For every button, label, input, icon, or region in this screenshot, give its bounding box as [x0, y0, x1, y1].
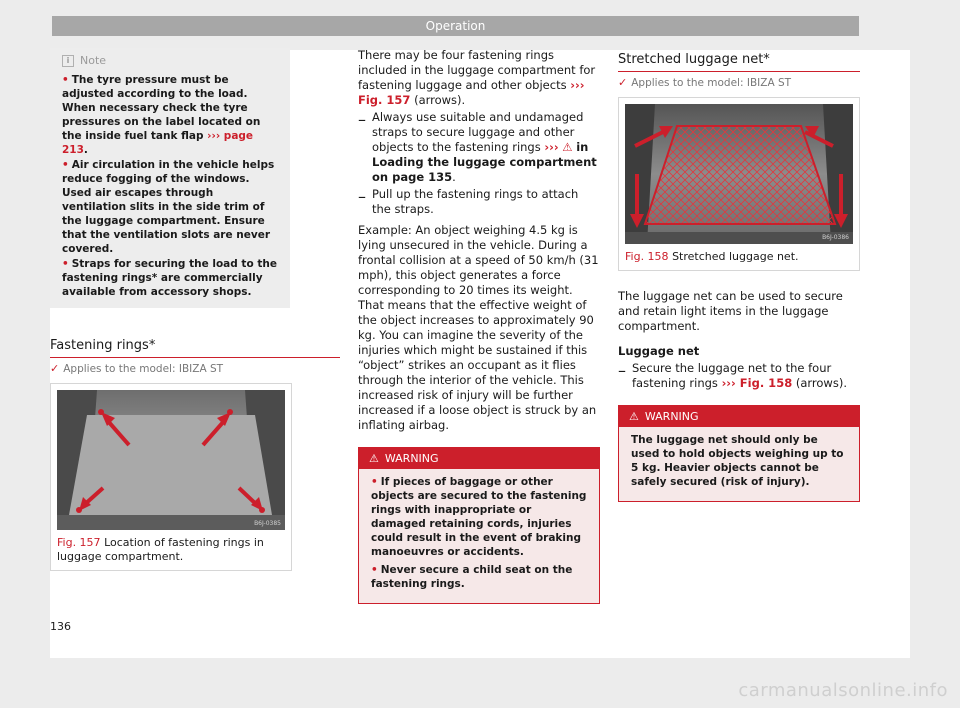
note-heading-label: Note	[80, 54, 107, 67]
net-subheading: Luggage net	[618, 344, 700, 358]
note-box	[50, 48, 290, 308]
figure-link[interactable]: ››› Fig. 157	[358, 78, 585, 107]
note-item-text: Air circulation in the vehicle helps reduce fogging of the windows. Used air escapes through ventilation slits in the side trim of the luggage compartment. Ensure that the ventilation slots are never covered.	[62, 159, 275, 255]
example-paragraph: Example: An object weighing 4.5 kg is lying unsecured in the vehicle. During a frontal collision at a speed of 50 km/h (31 mph), this object generates a force corresponding to 20 times its weight. That means that the effective weight of the object increases to approximately 90 kg. You can imagine the severity of the injuries which might be sustained if this “object” strikes an occupant as it flies through the interior of the vehicle. This increased risk of injury will be further increased if a loose object is struck by an inflating airbag.	[358, 223, 599, 432]
check-icon: ✓	[50, 362, 60, 375]
bullet-icon: •	[371, 476, 378, 488]
figure-158	[618, 97, 860, 271]
dash-marker: –	[358, 187, 366, 206]
watermark: carmanualsonline.info	[738, 680, 948, 701]
list-item-text: (arrows).	[795, 376, 847, 390]
applies-text: Applies to the model: IBIZA ST	[63, 362, 224, 375]
note-item-text: Straps for securing the load to the fastening rings* are commercially available from accessory shops.	[62, 258, 277, 298]
column-left	[50, 48, 340, 571]
warning-triangle-icon: ⚠	[562, 140, 573, 154]
warning-body	[619, 427, 859, 501]
warning-triangle-icon: ⚠	[369, 452, 379, 465]
figure-caption-text: Stretched luggage net.	[672, 250, 799, 263]
paragraph-text: There may be four fastening rings included in the luggage compartment for fastening luggage and other objects	[358, 48, 596, 92]
list-item-end: .	[452, 170, 456, 184]
applies-note	[618, 76, 860, 89]
figure-caption-text: Location of fastening rings in luggage compartment.	[57, 536, 264, 563]
figure-157	[50, 383, 292, 571]
list-item	[358, 110, 600, 185]
warning-item-text: The luggage net should only be used to hold objects weighing up to 5 kg. Heavier objects cannot be safely secured (risk of injury).	[631, 434, 844, 488]
list-item	[358, 187, 600, 217]
cross-ref-link[interactable]: ›››	[544, 140, 559, 154]
check-icon: ✓	[618, 76, 628, 89]
section-title-net: Stretched luggage net*	[618, 52, 860, 72]
bullet-icon: •	[62, 74, 69, 86]
note-item	[62, 158, 280, 256]
warning-body	[359, 469, 599, 603]
applies-text: Applies to the model: IBIZA ST	[631, 76, 792, 89]
bullet-icon: •	[62, 159, 69, 171]
column-right	[618, 48, 860, 502]
list-item-text: Pull up the fastening rings to attach the straps.	[372, 187, 579, 216]
list-item-text: Secure the luggage net to the four fastening rings	[632, 361, 832, 390]
list-item	[618, 361, 860, 391]
warning-item	[371, 475, 589, 559]
figure-label: Fig. 158	[625, 250, 669, 263]
warning-heading-label: WARNING	[384, 452, 439, 465]
warning-heading	[359, 448, 599, 469]
figure-link[interactable]: ››› Fig. 158	[721, 376, 793, 390]
list-item-text: Always use suitable and undamaged straps to secure luggage and other objects to the fastening rings	[372, 110, 584, 154]
warning-item-text: Never secure a child seat on the fastening rings.	[371, 564, 573, 590]
figure-caption	[57, 536, 285, 564]
image-code: B6J-0386	[822, 234, 849, 241]
info-icon: i	[62, 55, 74, 67]
net-paragraph: The luggage net can be used to secure and retain light items in the luggage compartment.	[618, 289, 843, 333]
figure-label: Fig. 157	[57, 536, 101, 549]
note-heading	[62, 54, 280, 67]
page-link[interactable]: ››› page 213	[62, 130, 254, 156]
intro-paragraph	[358, 48, 600, 108]
note-item	[62, 73, 280, 157]
bullet-icon: •	[62, 258, 69, 270]
warning-triangle-icon: ⚠	[629, 410, 639, 423]
applies-note	[50, 362, 340, 375]
warning-heading-label: WARNING	[644, 410, 699, 423]
note-item-end: .	[83, 144, 88, 156]
warning-box	[358, 447, 600, 604]
section-title-fastening: Fastening rings*	[50, 338, 340, 358]
note-item-text: The tyre pressure must be adjusted according to the load. When necessary check the tyre pressures on the label located on the inside fuel tank flap	[62, 74, 261, 142]
dash-marker: –	[358, 110, 366, 129]
warning-item	[371, 563, 589, 591]
warning-item-text: If pieces of baggage or other objects are secured to the fastening rings with inappropriate or damaged retaining cords, injuries could result in the event of braking manoeuvres or accidents.	[371, 476, 587, 558]
paragraph-text: (arrows).	[414, 93, 466, 107]
warning-heading	[619, 406, 859, 427]
warning-box	[618, 405, 860, 502]
dash-marker: –	[618, 361, 626, 380]
cross-ref-text: in Loading the luggage compartment on page 135	[372, 140, 597, 184]
page-number: 136	[50, 620, 71, 633]
column-middle	[358, 48, 600, 604]
bullet-icon: •	[371, 564, 378, 576]
note-item	[62, 257, 280, 299]
luggage-compartment-image	[57, 390, 285, 530]
figure-caption	[625, 250, 853, 264]
image-code: B6J-0385	[254, 520, 281, 527]
luggage-net-image	[625, 104, 853, 244]
page-header: Operation	[52, 16, 859, 36]
